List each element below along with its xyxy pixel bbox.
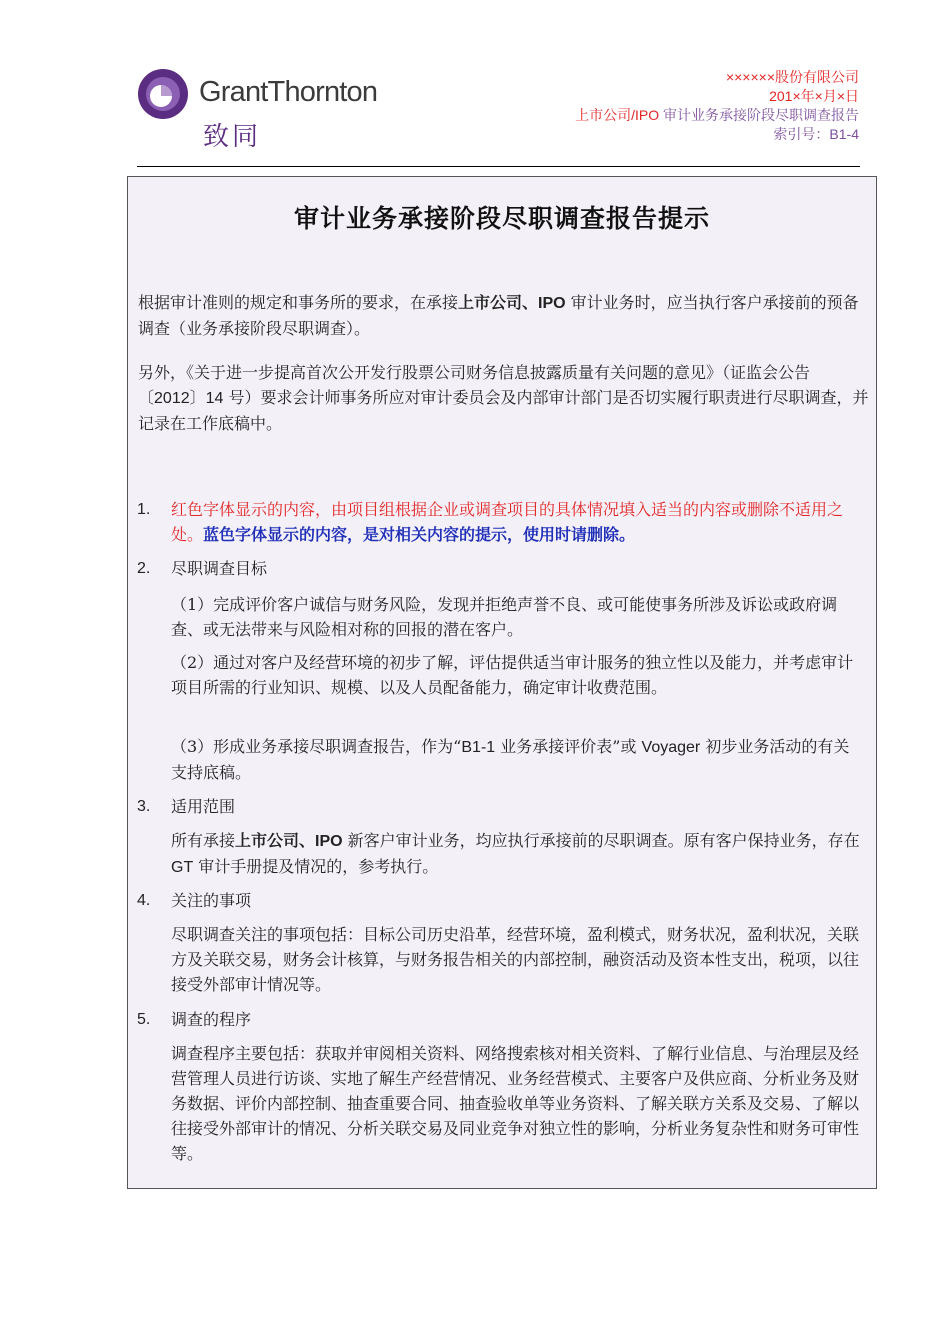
intro2-number: 14 — [205, 390, 224, 407]
section-heading-focus: 关注的事项 — [171, 891, 252, 910]
intro1-text-c: 审计业务时，应当执行客户承接前的预备调查（业务承接阶段尽职调查）。 — [138, 293, 859, 338]
report-name-prefix: 上市公司/IPO — [575, 107, 660, 123]
header-divider — [137, 166, 860, 167]
blue-text-note: 蓝色字体显示的内容，是对相关内容的提示，使用时请删除。 — [203, 525, 636, 544]
list-number-5: 5. — [137, 1011, 151, 1028]
scope-gt: GT — [171, 859, 194, 876]
list-number-2: 2. — [137, 560, 151, 577]
intro1-ipo: IPO — [538, 295, 566, 312]
objective-1: （1）完成评价客户诚信与财务风险，发现并拒绝声誉不良、或可能使事务所涉及诉讼或政府调查、或无法带来与风险相对称的回报的潜在客户。 — [171, 595, 838, 639]
section-heading-objective: 尽职调查目标 — [171, 559, 268, 578]
section-heading-scope: 适用范围 — [171, 797, 236, 816]
list-number-1: 1. — [137, 501, 151, 518]
content-box — [127, 176, 877, 1189]
report-name — [575, 106, 859, 125]
list-number-4: 4. — [137, 892, 151, 909]
scope-paragraph — [171, 828, 863, 880]
scope-ipo: IPO — [315, 833, 343, 850]
objective3-voyager: Voyager — [641, 739, 701, 756]
objective3-text-b: 业务承接评价表”或 — [495, 737, 642, 756]
intro1-text-a: 根据审计准则的规定和事务所的要求，在承接 — [138, 293, 459, 312]
report-date: 201×年×月×日 — [769, 88, 859, 104]
objective3-code: B1-1 — [461, 739, 496, 756]
intro2-text-c: 号）要求会计师事务所应对审计委员会及内部审计部门是否切实履行职责进行尽职调查，并记录在工作底稿中。 — [138, 388, 869, 433]
intro2-year: 2012 — [154, 390, 190, 407]
red-text-sep: 。 — [187, 525, 204, 544]
document-title: 审计业务承接阶段尽职调查报告提示 — [293, 204, 710, 233]
list-item-color-legend — [171, 497, 863, 547]
intro1-bold: 上市公司、 — [458, 293, 539, 312]
scope-text-a: 所有承接 — [171, 831, 236, 850]
scope-bold: 上市公司、 — [235, 831, 316, 850]
intro-paragraph-1 — [138, 290, 870, 341]
document-header-info — [575, 68, 859, 144]
objective3-text-a: （3）形成业务承接尽职调查报告，作为“ — [171, 737, 462, 756]
objective-3 — [171, 734, 863, 785]
red-text-note: 红色字体显示的内容，由项目组根据企业或调查项目的具体情况填入适当的内容或删除不适用之处 — [171, 500, 844, 544]
list-number-3: 3. — [137, 798, 151, 815]
intro2-text-a: 另外，《关于进一步提高首次公开发行股票公司财务信息披露质量有关问题的意见》（证监会公告〔 — [138, 363, 811, 407]
grant-thornton-logo — [137, 66, 411, 150]
objective-2: （2）通过对客户及经营环境的初步了解，评估提供适当审计服务的独立性以及能力，并考虑审计项目所需的行业知识、规模、以及人员配备能力，确定审计收费范围。 — [171, 653, 854, 697]
grant-thornton-logo-icon — [137, 68, 189, 120]
scope-text-c: 审计手册提及情况的，参考执行。 — [193, 857, 439, 876]
report-name-suffix: 审计业务承接阶段尽职调查报告 — [659, 107, 859, 123]
focus-paragraph: 尽职调查关注的事项包括：目标公司历史沿革，经营环境，盈利模式，财务状况，盈利状况，关联方及关联交易，财务会计核算，与财务报告相关的内部控制，融资活动及资本性支出，税项，以往接受外部审计情况等。 — [171, 925, 860, 994]
intro-paragraph-2 — [138, 360, 870, 436]
intro2-text-b: 〕 — [189, 388, 206, 407]
section-heading-procedure: 调查的程序 — [171, 1010, 252, 1029]
logo-wordmark: GrantThornton — [199, 76, 378, 108]
logo-chinese-name: 致同 — [203, 122, 262, 152]
index-number: 索引号：B1-4 — [773, 126, 859, 142]
procedure-paragraph: 调查程序主要包括：获取并审阅相关资料、网络搜索核对相关资料、了解行业信息、与治理层及经营管理人员进行访谈、实地了解生产经营情况、业务经营模式、主要客户及供应商、分析业务及财务数据、评价内部控制、抽查重要合同、抽查验收单等业务资料、了解关联方关系及交易、了解以往接受外部审计的情况、分析关联交易及同业竞争对独立性的影响，分析业务复杂性和财务可审性等。 — [171, 1044, 860, 1163]
company-name: ××××××股份有限公司 — [725, 69, 859, 85]
scope-text-b: 新客户审计业务，均应执行承接前的尽职调查。原有客户保持业务，存在 — [342, 831, 860, 850]
objective3-text-c: 初步业务活动的有关支持底稿。 — [171, 737, 850, 782]
